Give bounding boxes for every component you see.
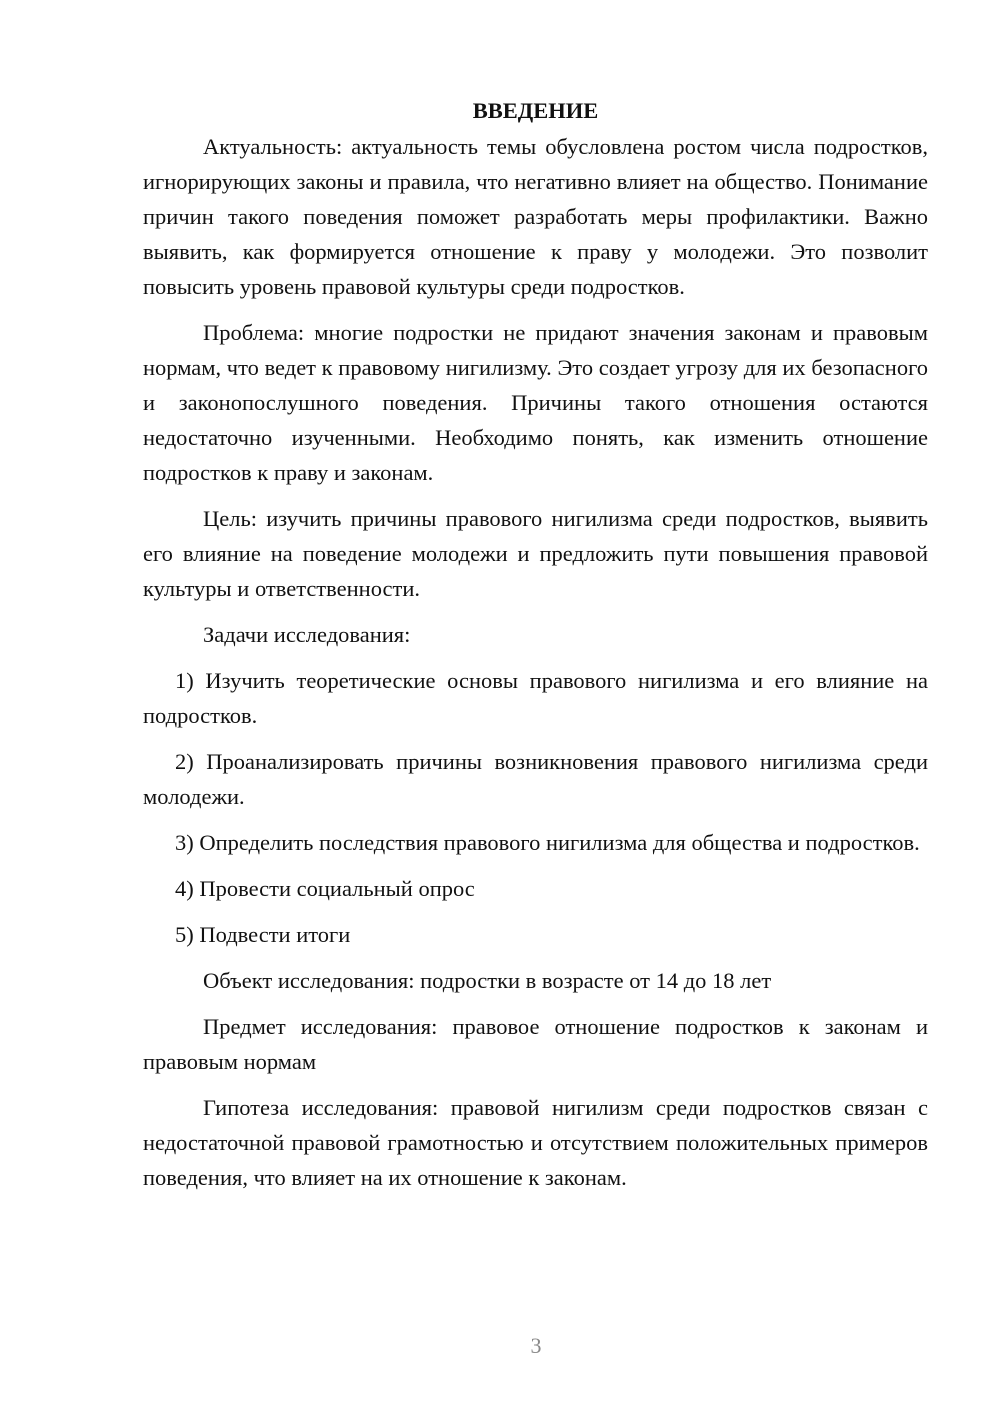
goal-paragraph: Цель: изучить причины правового нигилизма среди подростков, выявить его влияние на поведение молодежи и предложить пути повышения правовой культуры и ответственности. (143, 506, 928, 601)
problem-paragraph: Проблема: многие подростки не придают значения законам и правовым нормам, что ведет к правовому нигилизму. Это создает угрозу для их безопасного и законопослушного поведения. Причины такого отношения остаются недостаточно изученными. Необходимо понять, как изменить отношение подростков к праву и законам. (143, 320, 928, 485)
page-number: 3 (530, 1333, 542, 1358)
hypothesis-paragraph: Гипотеза исследования: правовой нигилизм среди подростков связан с недостаточной правовой грамотностью и отсутствием положительных примеров поведения, что влияет на их отношение к законам. (143, 1095, 928, 1190)
task-item-3: 3) Определить последствия правового нигилизма для общества и подростков. (175, 830, 920, 855)
document-body (143, 93, 928, 1206)
relevance-paragraph: Актуальность: актуальность темы обусловлена ростом числа подростков, игнорирующих законы и правила, что негативно влияет на общество. Понимание причин такого поведения поможет разработать меры профилактики. Важно выявить, как формируется отношение к праву у молодежи. Это позволит повысить уровень правовой культуры среди подростков. (143, 134, 928, 299)
object-paragraph: Объект исследования: подростки в возрасте от 14 до 18 лет (203, 968, 772, 993)
task-item-2: 2) Проанализировать причины возникновения правового нигилизма среди молодежи. (143, 749, 928, 809)
task-item-1: 1) Изучить теоретические основы правового нигилизма и его влияние на подростков. (143, 668, 928, 728)
task-item-5: 5) Подвести итоги (175, 922, 351, 947)
task-item-4: 4) Провести социальный опрос (175, 876, 475, 901)
page-title: ВВЕДЕНИЕ (472, 98, 599, 123)
subject-paragraph: Предмет исследования: правовое отношение подростков к законам и правовым нормам (143, 1014, 928, 1074)
tasks-heading: Задачи исследования: (203, 622, 411, 647)
